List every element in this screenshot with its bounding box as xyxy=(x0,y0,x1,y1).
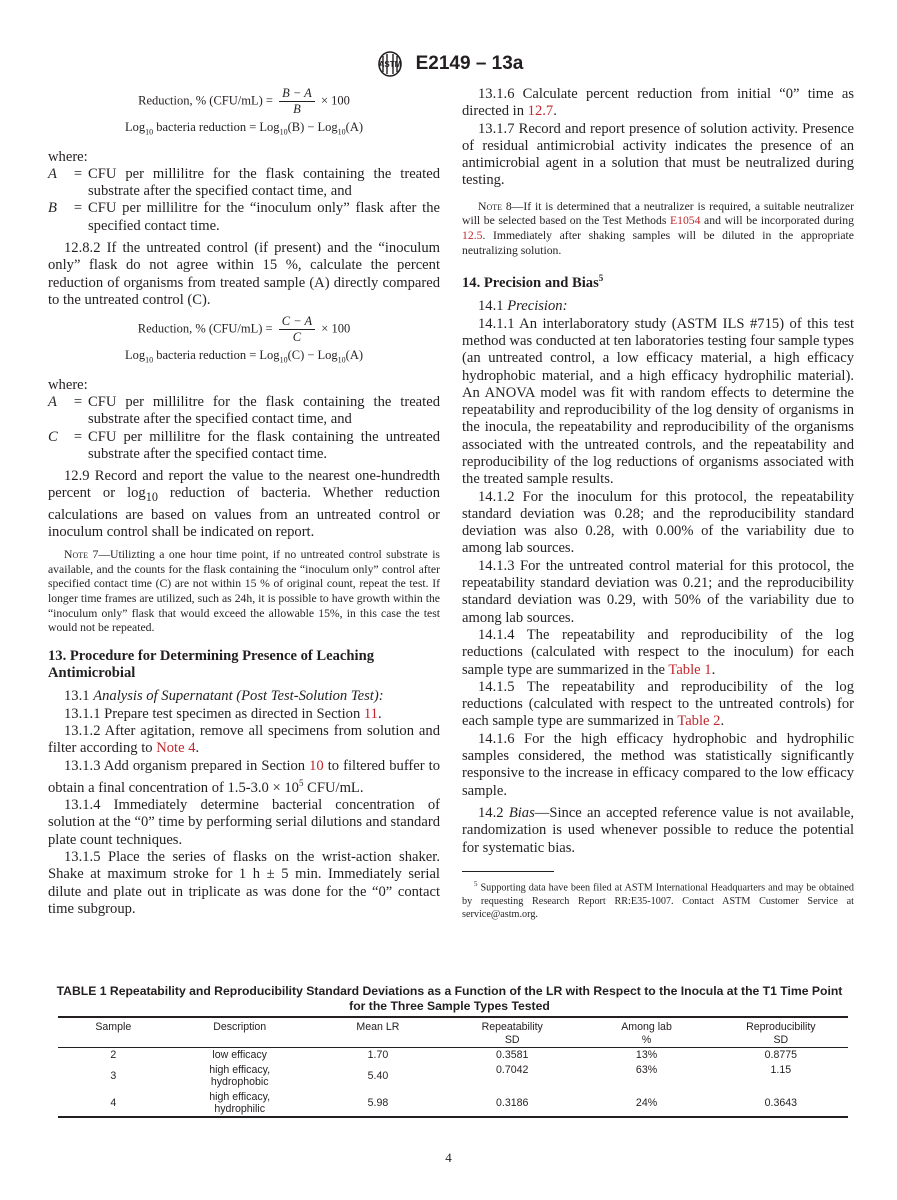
subsection-title: Analysis of Supernatant (Post Test-Solution Test): xyxy=(93,688,384,705)
text: reduction of bacteria. Whether reduction calculations are based on values from an untreated control or inoculum control shall be indicated on report. xyxy=(48,485,441,540)
text: 13.1.1 Prepare test specimen as directed in Section xyxy=(64,705,364,722)
log-base: 10 xyxy=(337,127,346,137)
cell-among-lab: 24% xyxy=(635,1096,658,1109)
cell-sample: 2 xyxy=(110,1048,117,1061)
text: 14.1 xyxy=(478,298,508,315)
note-8 xyxy=(462,200,854,258)
footnote-divider xyxy=(462,871,554,872)
text: 14.1.4 The repeatability and reproducibility of the log reductions (calculated with respect to the inoculum) for each sample type are summarized in the xyxy=(462,626,854,678)
astm-logo-icon xyxy=(374,50,406,78)
column-header-repeatability-sd: Repeatability SD xyxy=(481,1021,543,1046)
svg-text:ASTM: ASTM xyxy=(378,60,401,69)
paragraph-13-1 xyxy=(48,688,440,705)
text: 13.1.6 Calculate percent reduction from initial “0” time as directed in xyxy=(462,86,854,120)
paragraph-12-8-2: 12.8.2 If the untreated control (if present) and the “inoculum only” flask do not agree within 15 %, calculate the percent reduction of organisms from treated sample (A) directly compared to the untreated control (C). xyxy=(48,239,440,308)
table-header-row xyxy=(58,1017,848,1048)
page-number: 4 xyxy=(445,1150,452,1165)
log-base: 10 xyxy=(337,355,346,365)
link-section-10[interactable]: 10 xyxy=(309,757,324,774)
table-1-caption: TABLE 1 Repeatability and Reproducibility Standard Deviations as a Function of the LR with Respect to the Inocula at the T1 Time Point for the Three Sample Types Tested xyxy=(56,984,843,1013)
def-equals: = xyxy=(73,393,83,410)
paragraph-14-1 xyxy=(462,298,854,315)
superscript: 5 xyxy=(298,777,304,788)
cell-reproducibility-sd: 1.15 xyxy=(770,1064,792,1076)
numerator: B − A xyxy=(279,86,315,102)
paragraph-13-1-6 xyxy=(462,86,854,121)
log-label: Log xyxy=(124,120,146,134)
paragraph-13-1-2 xyxy=(48,723,440,758)
note-text: . Immediately after shaking samples will be diluted in the appropriate neutralizing solution. xyxy=(462,228,854,257)
paragraph-14-1-5 xyxy=(462,679,854,731)
link-12-7[interactable]: 12.7 xyxy=(527,103,554,120)
link-note-4[interactable]: Note 4 xyxy=(156,740,196,757)
eq-rhs: × 100 xyxy=(321,321,351,336)
denominator: B xyxy=(293,102,301,116)
table-row xyxy=(58,1048,848,1063)
standard-designation: E2149 – 13a xyxy=(415,53,524,74)
cell-sample: 4 xyxy=(110,1096,117,1109)
section-13-heading: 13. Procedure for Determining Presence of Leaching Antimicrobial xyxy=(48,647,374,682)
paragraph-13-1-3 xyxy=(48,758,440,797)
paragraph-14-2 xyxy=(462,805,854,857)
def-symbol: B xyxy=(48,200,57,217)
subsection-title: Bias xyxy=(508,804,535,821)
note-text: —Utilizting a one hour time point, if no untreated control substrate is available, and the counts for the flask containing the “inoculum only” control after specified contact time (C) are not within 15 % of original count, repeat the test. If longer time frames are utilized, such as 24h, it is possible to have growth within the “inoculum only” flask that would exceed the allowable 15%, in this case the test would not be repeated. xyxy=(48,548,440,635)
paragraph-14-1-4 xyxy=(462,627,854,679)
note-label: Note 7 xyxy=(64,548,99,562)
link-e1054[interactable]: E1054 xyxy=(669,214,701,228)
definition-c xyxy=(48,429,440,464)
text: 13.1 xyxy=(64,688,94,705)
cell-among-lab: 63% xyxy=(635,1064,658,1076)
paragraph-13-1-1 xyxy=(48,706,440,723)
text: 13.1.3 Add organism prepared in Section xyxy=(64,757,310,774)
cell-mean-lr: 5.40 xyxy=(367,1069,389,1082)
footnote-5 xyxy=(462,878,854,922)
link-table-1[interactable]: Table 1 xyxy=(668,661,712,678)
log-c: (C) − Log xyxy=(287,348,338,363)
page-header xyxy=(0,50,897,78)
text: . xyxy=(377,705,382,722)
eq-lhs: Reduction, % (CFU/mL) = xyxy=(138,93,273,108)
column-header-description: Description xyxy=(213,1021,267,1033)
definition-b xyxy=(48,200,440,235)
cell-description: high efficacy, hydrophobic xyxy=(209,1063,271,1088)
text: . xyxy=(711,661,716,678)
column-header-mean-lr: Mean LR xyxy=(356,1021,400,1033)
text: . xyxy=(720,713,725,730)
denominator: C xyxy=(292,330,302,345)
paragraph-14-1-3: 14.1.3 For the untreated control material for this protocol, the repeatability standard deviation was 0.21; and the reproducibility standard deviation was 0.29, with 50% of the variability due to among lab sources. xyxy=(462,557,854,626)
log-base: 10 xyxy=(145,355,154,365)
note-7 xyxy=(48,548,440,636)
footnote-number: 5 xyxy=(474,879,478,888)
paragraph-14-1-6: 14.1.6 For the high efficacy hydrophobic and hydrophilic samples considered, the method was statistically significantly responsive to the increase in efficacy compared to the low efficacy sample. xyxy=(462,730,854,799)
numerator: C − A xyxy=(279,314,315,330)
def-text: CFU per millilitre for the flask containing the treated substrate after the specified contact time, and xyxy=(88,165,440,200)
log-a: (A) xyxy=(345,348,364,363)
definition-a xyxy=(48,394,440,429)
log-mid: bacteria reduction = Log xyxy=(153,120,280,134)
left-column xyxy=(48,86,440,918)
column-header-among-lab: Among lab % xyxy=(621,1021,672,1046)
note-text: —If it is determined that a neutralizer is required, a suitable neutralizer will be selected based on the Test Methods xyxy=(462,199,854,228)
column-header-reproducibility-sd: Reproducibility SD xyxy=(746,1021,816,1046)
text: —Since an accepted reference value is not available, randomization is used whenever possible to reduce the potential for systematic bias. xyxy=(462,804,855,856)
column-header-sample: Sample xyxy=(95,1021,132,1033)
equation-reduction-c xyxy=(48,314,440,371)
where-label: where: xyxy=(48,376,88,393)
section-14-heading xyxy=(462,270,854,292)
paragraph-12-9 xyxy=(48,468,440,541)
text: . xyxy=(195,740,200,757)
cell-repeatability-sd: 0.3186 xyxy=(496,1096,529,1109)
fraction xyxy=(279,314,315,345)
log-base: 10 xyxy=(279,355,288,365)
eq-rhs: × 100 xyxy=(320,93,350,108)
footnote-ref[interactable]: 5 xyxy=(598,273,604,284)
def-symbol: A xyxy=(48,393,57,410)
text: to filtered buffer to obtain a final concentration of 1.5-3.0 × 10 xyxy=(48,757,441,796)
def-equals: = xyxy=(73,165,83,182)
cell-description: low efficacy xyxy=(212,1048,267,1061)
table-row xyxy=(58,1090,848,1117)
log-b: (B) − Log xyxy=(287,120,338,134)
table-row xyxy=(58,1062,848,1090)
note-text: and will be incorporated during xyxy=(700,214,854,228)
paragraph-14-1-1: 14.1.1 An interlaboratory study (ASTM ILS #715) of this test method was conducted at ten laboratories testing four sample types (an untreated control, a low efficacy material, a high efficacy hydrophobic material, and a high efficacy hydrophilic material). An ANOVA model was fit with random effects to determine the repeatability and reproducibility of the log density of organisms in the inocula, the repeatability and reproducibility of the organisms associated with the untreated controls, and the repeatability and reproducibility of the log reductions of organisms associated with the treated sample results. xyxy=(462,315,854,488)
link-section-11[interactable]: 11 xyxy=(363,705,378,722)
def-text: CFU per millilitre for the “inoculum only” flask after the specified contact time. xyxy=(88,200,440,234)
text: CFU/mL. xyxy=(303,779,364,796)
text: 14.1.5 The repeatability and reproducibility of the log reductions (calculated with respect to the untreated controls) for each sample type are summarized in xyxy=(462,678,854,730)
def-text: CFU per millilitre for the flask containing the untreated substrate after the specified contact time. xyxy=(88,428,440,462)
text: 13.1.2 After agitation, remove all specimens from solution and filter according to xyxy=(48,723,440,757)
where-label: where: xyxy=(48,148,88,165)
log-base: 10 xyxy=(145,127,154,137)
def-text: CFU per millilitre for the flask containing the treated substrate after the specified contact time, and xyxy=(88,393,440,428)
cell-reproducibility-sd: 0.8775 xyxy=(764,1048,798,1061)
link-table-2[interactable]: Table 2 xyxy=(677,713,721,730)
cell-reproducibility-sd: 0.3643 xyxy=(764,1096,798,1109)
heading-text: 14. Precision and Bias xyxy=(462,275,599,292)
paragraph-13-1-7: 13.1.7 Record and report presence of solution activity. Presence of residual antimicrobial activity indicates the presence of an antimicrobial agent in a solution that must be neutralized during testing. xyxy=(462,120,854,189)
def-equals: = xyxy=(73,200,83,217)
paragraph-14-1-2: 14.1.2 For the inoculum for this protocol, the repeatability standard deviation was 0.28; and the reproducibility standard deviation was also 0.28, with 0.00% of the variability due to among lab sources. xyxy=(462,488,854,557)
subscript: 10 xyxy=(145,490,158,505)
log-base: 10 xyxy=(279,127,288,137)
footnote-text: Supporting data have been filed at ASTM International Headquarters and may be obtained by requesting Research Report RR:E35-1007. Contact ASTM Customer Service at service@astm.org. xyxy=(462,882,854,921)
right-column xyxy=(462,86,854,922)
log-mid: bacteria reduction = Log xyxy=(153,348,280,363)
paragraph-13-1-5: 13.1.5 Place the series of flasks on the wrist-action shaker. Shake at maximum stroke for 1 h ± 5 min. Immediately serial dilute and plate out in triplicate as was done for the “0” contact time subgroup. xyxy=(48,848,440,917)
log-a: (A) xyxy=(345,120,364,134)
text: 12.9 Record and report the value to the nearest one-hundredth percent or log xyxy=(48,468,440,502)
link-12-5[interactable]: 12.5 xyxy=(462,228,483,242)
def-symbol: C xyxy=(48,428,58,445)
cell-sample: 3 xyxy=(110,1069,117,1082)
cell-repeatability-sd: 0.7042 xyxy=(496,1064,529,1076)
equation-reduction-b xyxy=(48,86,440,143)
cell-description: high efficacy, hydrophilic xyxy=(209,1090,271,1115)
cell-repeatability-sd: 0.3581 xyxy=(496,1048,529,1061)
text: 14.2 xyxy=(478,804,509,821)
cell-mean-lr: 1.70 xyxy=(367,1048,389,1061)
cell-mean-lr: 5.98 xyxy=(367,1096,389,1109)
table-1 xyxy=(58,1016,848,1118)
def-equals: = xyxy=(73,428,83,445)
log-label: Log xyxy=(124,348,146,363)
paragraph-13-1-4: 13.1.4 Immediately determine bacterial concentration of solution at the “0” time by performing serial dilutions and standard plate count techniques. xyxy=(48,797,440,848)
def-symbol: A xyxy=(48,165,57,182)
note-label: Note 8 xyxy=(478,199,512,213)
fraction xyxy=(279,86,315,117)
text: . xyxy=(553,103,557,120)
subsection-title: Precision: xyxy=(507,298,568,315)
eq-lhs: Reduction, % (CFU/mL) = xyxy=(137,321,273,336)
cell-among-lab: 13% xyxy=(635,1048,658,1061)
definition-a xyxy=(48,166,440,201)
